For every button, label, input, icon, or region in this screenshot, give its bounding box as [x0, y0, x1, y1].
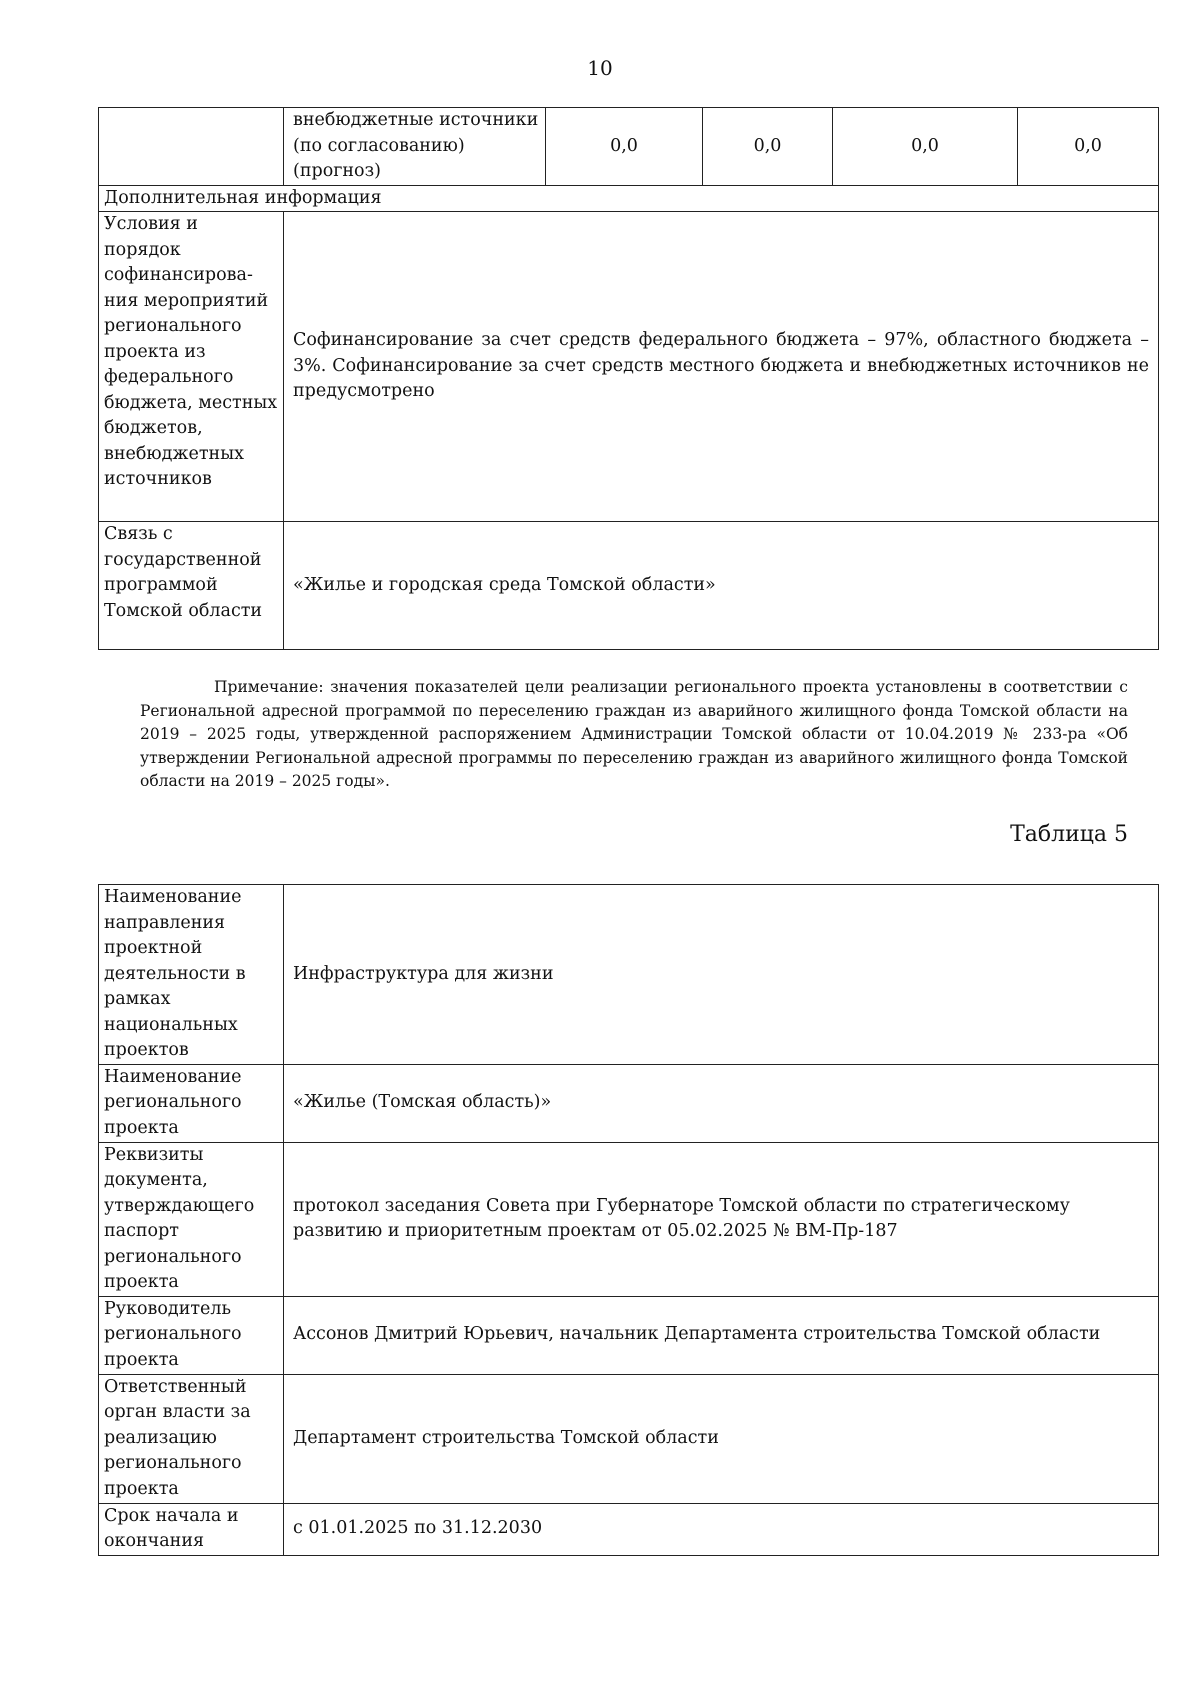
funding-value: 0,0: [1018, 108, 1159, 186]
direction-label: Наименование направления проектной деятельности в рамках национальных проектов: [99, 885, 284, 1065]
state-program-value: «Жилье и городская среда Томской области»: [284, 522, 1159, 650]
table-row: [99, 1064, 1159, 1142]
table-row: [99, 1374, 1159, 1503]
cofinancing-value: Софинансирование за счет средств федерального бюджета – 97%, областного бюджета – 3%. Софинансирование за счет средств местного бюджета и внебюджетных источников не предусмотрено: [284, 212, 1159, 522]
funding-source-label: внебюджетные источники (по согласованию) (прогноз): [284, 108, 546, 186]
additional-info-header: Дополнительная информация: [99, 185, 1159, 212]
document-value: протокол заседания Совета при Губернаторе Томской области по стратегическому развитию и приоритетным проектам от 05.02.2025 № ВМ-Пр-187: [284, 1142, 1159, 1296]
table-row: [99, 885, 1159, 1065]
cofinancing-label: Условия и порядок софинансирова-ния мероприятий регионального проекта из федерального бюджета, местных бюджетов, внебюджетных источников: [99, 212, 284, 522]
project-head-value: Ассонов Дмитрий Юрьевич, начальник Департамента строительства Томской области: [284, 1296, 1159, 1374]
table-row: [99, 108, 1159, 186]
responsible-body-value: Департамент строительства Томской области: [284, 1374, 1159, 1503]
term-value: с 01.01.2025 по 31.12.2030: [284, 1503, 1159, 1555]
funding-table: [98, 107, 1159, 650]
state-program-label: Связь с государственной программой Томской области: [99, 522, 284, 650]
project-name-label: Наименование регионального проекта: [99, 1064, 284, 1142]
table-row: [99, 522, 1159, 650]
table-row: [99, 212, 1159, 522]
funding-value: 0,0: [546, 108, 703, 186]
table-row: [99, 185, 1159, 212]
project-head-label: Руководитель регионального проекта: [99, 1296, 284, 1374]
note-paragraph: Примечание: значения показателей цели реализации регионального проекта установлены в соответствии с Региональной адресной программой по переселению граждан из аварийного жилищного фонда Томской области на 2019 – 2025 годы, утвержденной распоряжением Администрации Томской области от 10.04.2019 № 233-ра «Об утверждении Региональной адресной программы по переселению граждан из аварийного жилищного фонда Томской области на 2019 – 2025 годы».: [140, 678, 1128, 790]
document-label: Реквизиты документа, утверждающего паспорт регионального проекта: [99, 1142, 284, 1296]
term-label: Срок начала и окончания: [99, 1503, 284, 1555]
table-row: [99, 1503, 1159, 1555]
page-number: 10: [587, 56, 613, 80]
table-row: [99, 1296, 1159, 1374]
funding-value: 0,0: [833, 108, 1018, 186]
table-caption: Таблица 5: [1010, 822, 1128, 847]
empty-cell: [99, 108, 284, 186]
project-name-value: «Жилье (Томская область)»: [284, 1064, 1159, 1142]
project-passport-table: [98, 884, 1159, 1556]
responsible-body-label: Ответственный орган власти за реализацию регионального проекта: [99, 1374, 284, 1503]
funding-value: 0,0: [703, 108, 833, 186]
table-row: [99, 1142, 1159, 1296]
direction-value: Инфраструктура для жизни: [284, 885, 1159, 1065]
